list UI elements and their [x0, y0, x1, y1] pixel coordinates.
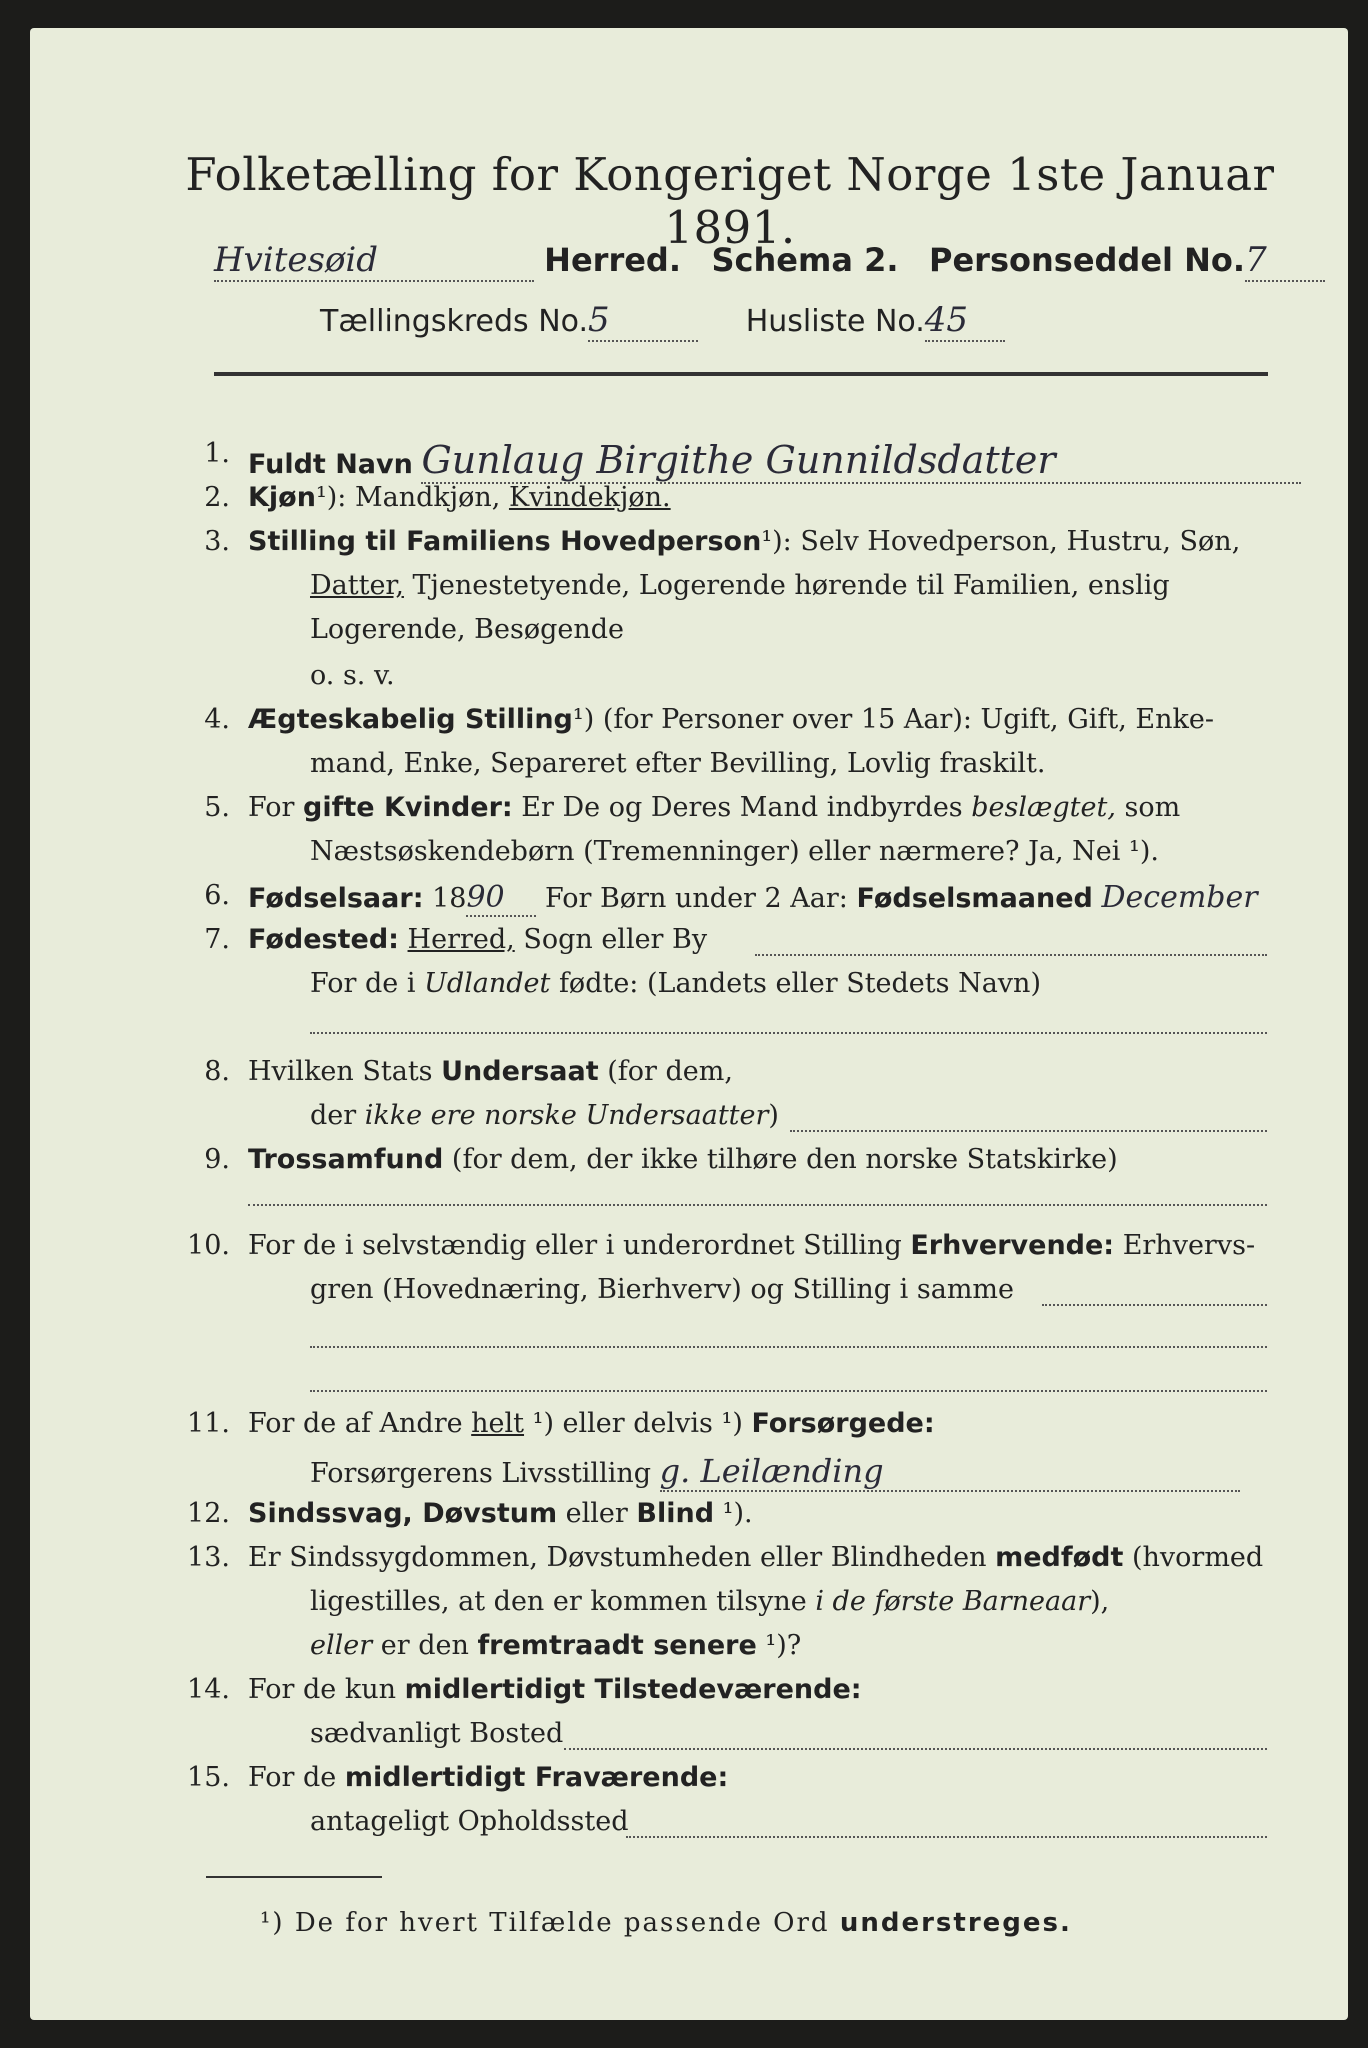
item-number: 3.: [204, 526, 230, 557]
item-number: 9.: [204, 1144, 230, 1175]
congenital-line3-a: er den: [372, 1630, 478, 1661]
occupation-label: Erhvervende:: [910, 1230, 1115, 1261]
usual-residence-label: sædvanligt Bosted: [310, 1718, 564, 1749]
item-number: 7.: [204, 924, 230, 955]
provider-occupation-label: Forsørgerens Livsstilling: [310, 1458, 652, 1489]
item-full-name: [248, 438, 1301, 484]
birthplace-abroad-italic: Udlandet: [424, 968, 551, 999]
item-number: 4.: [204, 704, 230, 735]
marital-status-label: Ægteskabelig Stilling: [248, 704, 573, 735]
birthplace-line2: [310, 968, 1041, 999]
congenital-text: Er Sindssygdommen, Døvstumheden eller Blindheden: [248, 1542, 996, 1573]
item-supported: [248, 1408, 935, 1439]
item-number: 12.: [187, 1498, 230, 1529]
temporary-absent-text: For de: [248, 1762, 345, 1793]
item-gender: [248, 482, 671, 513]
footnote-text: ¹) De for hvert Tilfælde passende Ord: [260, 1908, 840, 1938]
supported-text: For de af Andre: [248, 1408, 472, 1439]
occupation-text: For de i selvstændig eller i underordnet Stilling: [248, 1230, 911, 1261]
item-number: 5.: [204, 792, 230, 823]
item-birthplace: [248, 924, 707, 955]
probable-residence-line: [626, 1836, 1267, 1838]
footnote: [260, 1908, 1072, 1938]
item-marital-status: [248, 704, 1214, 735]
occupation-line2: gren (Hovednæring, Bierhverv) og Stilling i samme: [310, 1274, 1015, 1305]
kreds-label: Tællingskreds No.: [320, 304, 588, 339]
gender-selected: Kvindekjøn.: [508, 482, 671, 513]
citizenship-line2-b: ): [768, 1100, 779, 1131]
religion-line: [248, 1204, 1267, 1206]
congenital-line3: [310, 1630, 801, 1661]
husliste-label: Husliste No.: [745, 304, 925, 339]
occupation-line-c: [310, 1390, 1267, 1392]
congenital-line2-italic: i de første Barneaar: [815, 1586, 1091, 1617]
marital-status-text: ¹) (for Personer over 15 Aar): Ugift, Gift, Enke-: [572, 704, 1214, 735]
citizenship-line: [790, 1130, 1267, 1132]
herred-label: Herred.: [544, 241, 681, 279]
item-number: 14.: [187, 1674, 230, 1705]
congenital-line2-a: ligestilles, at den er kommen tilsyne: [310, 1586, 816, 1617]
citizenship-line2-italic: ikke ere norske Undersaatter: [364, 1100, 769, 1131]
birthplace-line: [755, 954, 1267, 956]
married-women-pre: For: [248, 792, 304, 823]
citizenship-line2-a: der: [310, 1100, 365, 1131]
congenital-line3-italic: eller: [310, 1630, 373, 1661]
birth-month-label: Fødselsmaaned: [856, 883, 1093, 914]
item-citizenship: [248, 1056, 733, 1087]
congenital-line3-bold: fremtraadt senere: [477, 1630, 757, 1661]
husliste-value: 45: [925, 300, 1005, 342]
birthplace-abroad-a: For de i: [310, 968, 425, 999]
kreds-value: 5: [588, 300, 698, 342]
schema-label: Schema 2.: [711, 241, 899, 279]
congenital-label: medfødt: [995, 1542, 1124, 1573]
birth-year-value: 90: [466, 880, 536, 917]
gender-label: Kjøn: [248, 482, 316, 513]
item-temporary-present: [248, 1674, 862, 1705]
full-name-value: Gunlaug Birgithe Gunnildsdatter: [421, 438, 1301, 484]
usual-residence-line: [564, 1748, 1267, 1750]
family-position-text: ¹): Selv Hovedperson, Hustru, Søn,: [761, 526, 1241, 557]
item-occupation: [248, 1230, 1255, 1261]
temporary-present-label: midlertidigt Tilstedeværende:: [404, 1674, 862, 1705]
family-position-line2: [310, 570, 1170, 601]
item-congenital: [248, 1542, 1263, 1573]
birth-year-mid: For Børn under 2 Aar:: [536, 883, 857, 914]
provider-occupation-value: g. Leilænding: [660, 1452, 1240, 1492]
probable-residence-label: antageligt Opholdssted: [310, 1806, 629, 1837]
married-women-end: som: [1115, 792, 1181, 823]
item-number: 1.: [204, 438, 230, 469]
item-number: 13.: [187, 1542, 230, 1573]
item-family-position: [248, 526, 1240, 557]
birth-month-value: December: [1101, 880, 1258, 915]
item-disability: [248, 1498, 753, 1529]
birthplace-selected: Herred,: [407, 924, 515, 955]
footnote-rule: [206, 1876, 382, 1878]
family-position-line3: Logerende, Besøgende: [310, 614, 624, 645]
birthplace-text: Sogn eller By: [514, 924, 708, 955]
religion-label: Trossamfund: [248, 1144, 444, 1175]
personseddel-label: Personseddel No.: [929, 241, 1246, 279]
married-women-line2: Næstsøskendebørn (Tremenninger) eller nærmere? Ja, Nei ¹).: [310, 836, 1159, 867]
family-position-selected: Datter,: [310, 570, 404, 601]
occupation-line-a: [1042, 1304, 1267, 1306]
married-women-label: gifte Kvinder:: [303, 792, 513, 823]
disability-mid: eller: [557, 1498, 637, 1529]
supported-mid: ¹) eller delvis ¹): [524, 1408, 752, 1439]
form-title: Folketælling for Kongeriget Norge 1ste Januar 1891.: [185, 148, 1275, 254]
married-women-italic: beslægtet,: [971, 792, 1116, 823]
supported-selected: helt: [471, 1408, 525, 1439]
disability-end: ¹).: [714, 1498, 753, 1529]
birth-year-label: Fødselsaar:: [248, 883, 424, 914]
herred-line: [214, 240, 1325, 282]
congenital-line2-b: ),: [1090, 1586, 1110, 1617]
birthplace-label: Fødested:: [248, 924, 399, 955]
religion-text: (for dem, der ikke tilhøre den norske Statskirke): [443, 1144, 1118, 1175]
congenital-end: (hvormed: [1123, 1542, 1264, 1573]
item-birth-year: [248, 880, 1258, 917]
census-form: [30, 28, 1348, 2020]
family-position-label: Stilling til Familiens Hovedperson: [248, 526, 762, 557]
married-women-text: Er De og Deres Mand indbyrdes: [512, 792, 972, 823]
header-rule: [214, 372, 1268, 376]
birth-year-prefix: 18: [423, 883, 467, 914]
item-temporary-absent: [248, 1762, 728, 1793]
citizenship-line2: [310, 1100, 779, 1131]
item-number: 6.: [204, 880, 230, 911]
birthplace-abroad-line: [310, 1032, 1267, 1034]
occupation-line-b: [310, 1346, 1267, 1348]
disability-label2: Blind: [636, 1498, 715, 1529]
citizenship-pre: Hvilken Stats: [248, 1056, 442, 1087]
marital-status-line2: mand, Enke, Separeret efter Bevilling, Lovlig fraskilt.: [310, 748, 1046, 779]
citizenship-text: (for dem,: [598, 1056, 733, 1087]
family-position-options: Tjenestetyende, Logerende hørende til Familien, enslig: [403, 570, 1170, 601]
congenital-line2: [310, 1586, 1109, 1617]
personseddel-value: 7: [1245, 240, 1325, 282]
family-position-line4: o. s. v.: [310, 660, 395, 691]
item-number: 2.: [204, 482, 230, 513]
temporary-absent-label: midlertidigt Fraværende:: [344, 1762, 729, 1793]
citizenship-label: Undersaat: [441, 1056, 599, 1087]
supported-line2: [310, 1452, 1240, 1492]
supported-label: Forsørgede:: [751, 1408, 935, 1439]
temporary-present-text: For de kun: [248, 1674, 405, 1705]
item-number: 15.: [187, 1762, 230, 1793]
item-number: 8.: [204, 1056, 230, 1087]
disability-label: Sindssvag, Døvstum: [248, 1498, 558, 1529]
gender-text: ¹): Mandkjøn,: [315, 482, 509, 513]
item-married-women: [248, 792, 1180, 823]
footnote-bold: understreges.: [839, 1908, 1072, 1938]
congenital-line3-c: ¹)?: [756, 1630, 802, 1661]
item-religion: [248, 1144, 1118, 1175]
full-name-label: Fuldt Navn: [248, 449, 413, 480]
birthplace-abroad-b: fødte: (Landets eller Stedets Navn): [550, 968, 1041, 999]
item-number: 11.: [187, 1408, 230, 1439]
occupation-end: Erhvervs-: [1114, 1230, 1256, 1261]
herred-value: Hvitesøid: [214, 240, 534, 282]
kreds-line: [320, 300, 1005, 342]
item-number: 10.: [187, 1230, 230, 1261]
